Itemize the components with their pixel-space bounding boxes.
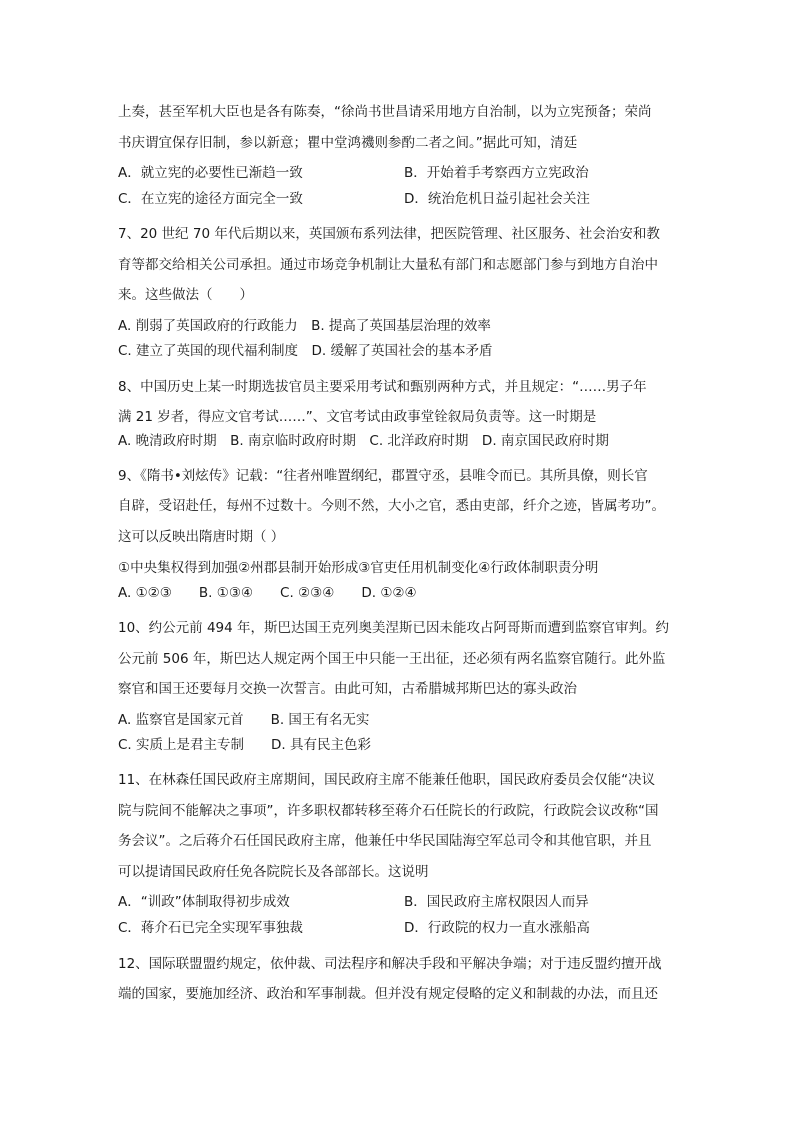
q7-line-2: 育等都交给相关公司承担。通过市场竞争机制让大量私有部门和志愿部门参与到地方自治中	[118, 257, 658, 273]
q11-option-d: D．行政院的权力一直水涨船高	[404, 920, 590, 936]
q6-option-a: A．就立宪的必要性已渐趋一致	[118, 165, 303, 181]
q8-line-2: 满 21 岁者，得应文官考试……”、文官考试由政事堂铨叙局负责等。这一时期是	[118, 409, 597, 425]
q11-line-4: 可以提请国民政府任免各院院长及各部部长。这说明	[118, 864, 429, 880]
q12-line-1: 12、国际联盟盟约规定，依仲裁、司法程序和解决手段和平解决争端；对于违反盟约擅开战	[118, 956, 662, 972]
q11-option-c: C．蒋介石已完全实现军事独裁	[118, 920, 303, 936]
q11-option-a: A．“训政”体制取得初步成效	[118, 894, 290, 910]
q6-option-b: B．开始着手考察西方立宪政治	[404, 165, 589, 181]
q10-line-1: 10、约公元前 494 年，斯巴达国王克列奥美涅斯已因未能攻占阿哥斯而遭到监察官审判。约	[118, 620, 670, 636]
q7-options-cd: C. 建立了英国的现代福利制度 D. 缓解了英国社会的基本矛盾	[118, 343, 493, 359]
q8-line-1: 8、中国历史上某一时期选拔官员主要采用考试和甄别两种方式，并且规定：“……男子年	[118, 379, 647, 395]
q10-options-ab: A. 监察官是国家元首 B. 国王有名无实	[118, 712, 370, 728]
q9-line-3: 这可以反映出隋唐时期（ ）	[118, 529, 285, 545]
q6-line-2: 书庆谓宜保存旧制，参以新意；瞿中堂鸿禨则参酌二者之间。”据此可知，清廷	[118, 135, 578, 151]
q7-options-ab: A. 削弱了英国政府的行政能力 B. 提高了英国基层治理的效率	[118, 318, 491, 334]
q6-option-c: C．在立宪的途径方面完全一致	[118, 191, 303, 207]
q11-line-1: 11、在林森任国民政府主席期间，国民政府主席不能兼任他职，国民政府委员会仅能“决议	[118, 772, 656, 788]
q11-line-3: 务会议”。之后蒋介石任国民政府主席，他兼任中华民国陆海空军总司令和其他官职，并且	[118, 833, 652, 849]
q7-line-3: 来。这些做法（ ）	[118, 287, 253, 303]
q9-line-1: 9、《隋书•刘炫传》记载：“往者州唯置纲纪，郡置守丞，县唯令而已。其所具僚，则长官	[118, 468, 648, 484]
q8-options: A. 晚清政府时期 B. 南京临时政府时期 C. 北洋政府时期 D. 南京国民政府时期	[118, 433, 609, 449]
q12-line-2: 端的国家，要施加经济、政治和军事制裁。但并没有规定侵略的定义和制裁的办法，而且还	[118, 986, 658, 1002]
q7-line-1: 7、20 世纪 70 年代后期以来，英国颁布系列法律，把医院管理、社区服务、社会治安和教	[118, 226, 660, 242]
q10-line-3: 察官和国王还要每月交换一次誓言。由此可知，古希腊城邦斯巴达的寡头政治	[118, 681, 577, 697]
q9-statements: ①中央集权得到加强②州郡县制开始形成③官吏任用机制变化④行政体制职责分明	[118, 560, 599, 576]
q10-options-cd: C. 实质上是君主专制 D. 具有民主色彩	[118, 737, 371, 753]
q6-line-1: 上奏，甚至军机大臣也是各有陈奏，“徐尚书世昌请采用地方自治制，以为立宪预备；荣尚	[118, 104, 652, 120]
q10-line-2: 公元前 506 年，斯巴达人规定两个国王中只能一王出征，还必须有两名监察官随行。此外监	[118, 651, 666, 667]
q6-option-d: D．统治危机日益引起社会关注	[404, 191, 590, 207]
q9-options: A. ①②③ B. ①③④ C. ②③④ D. ①②④	[118, 585, 417, 601]
q11-line-2: 院与院间不能解决之事项”，许多职权都转移至蒋介石任院长的行政院，行政院会议改称“国	[118, 803, 659, 819]
q9-line-2: 自辟，受诏赴任，每州不过数十。今则不然，大小之官，悉由吏部，纤介之迹，皆属考功”。	[118, 498, 665, 514]
q11-option-b: B．国民政府主席权限因人而异	[404, 894, 589, 910]
